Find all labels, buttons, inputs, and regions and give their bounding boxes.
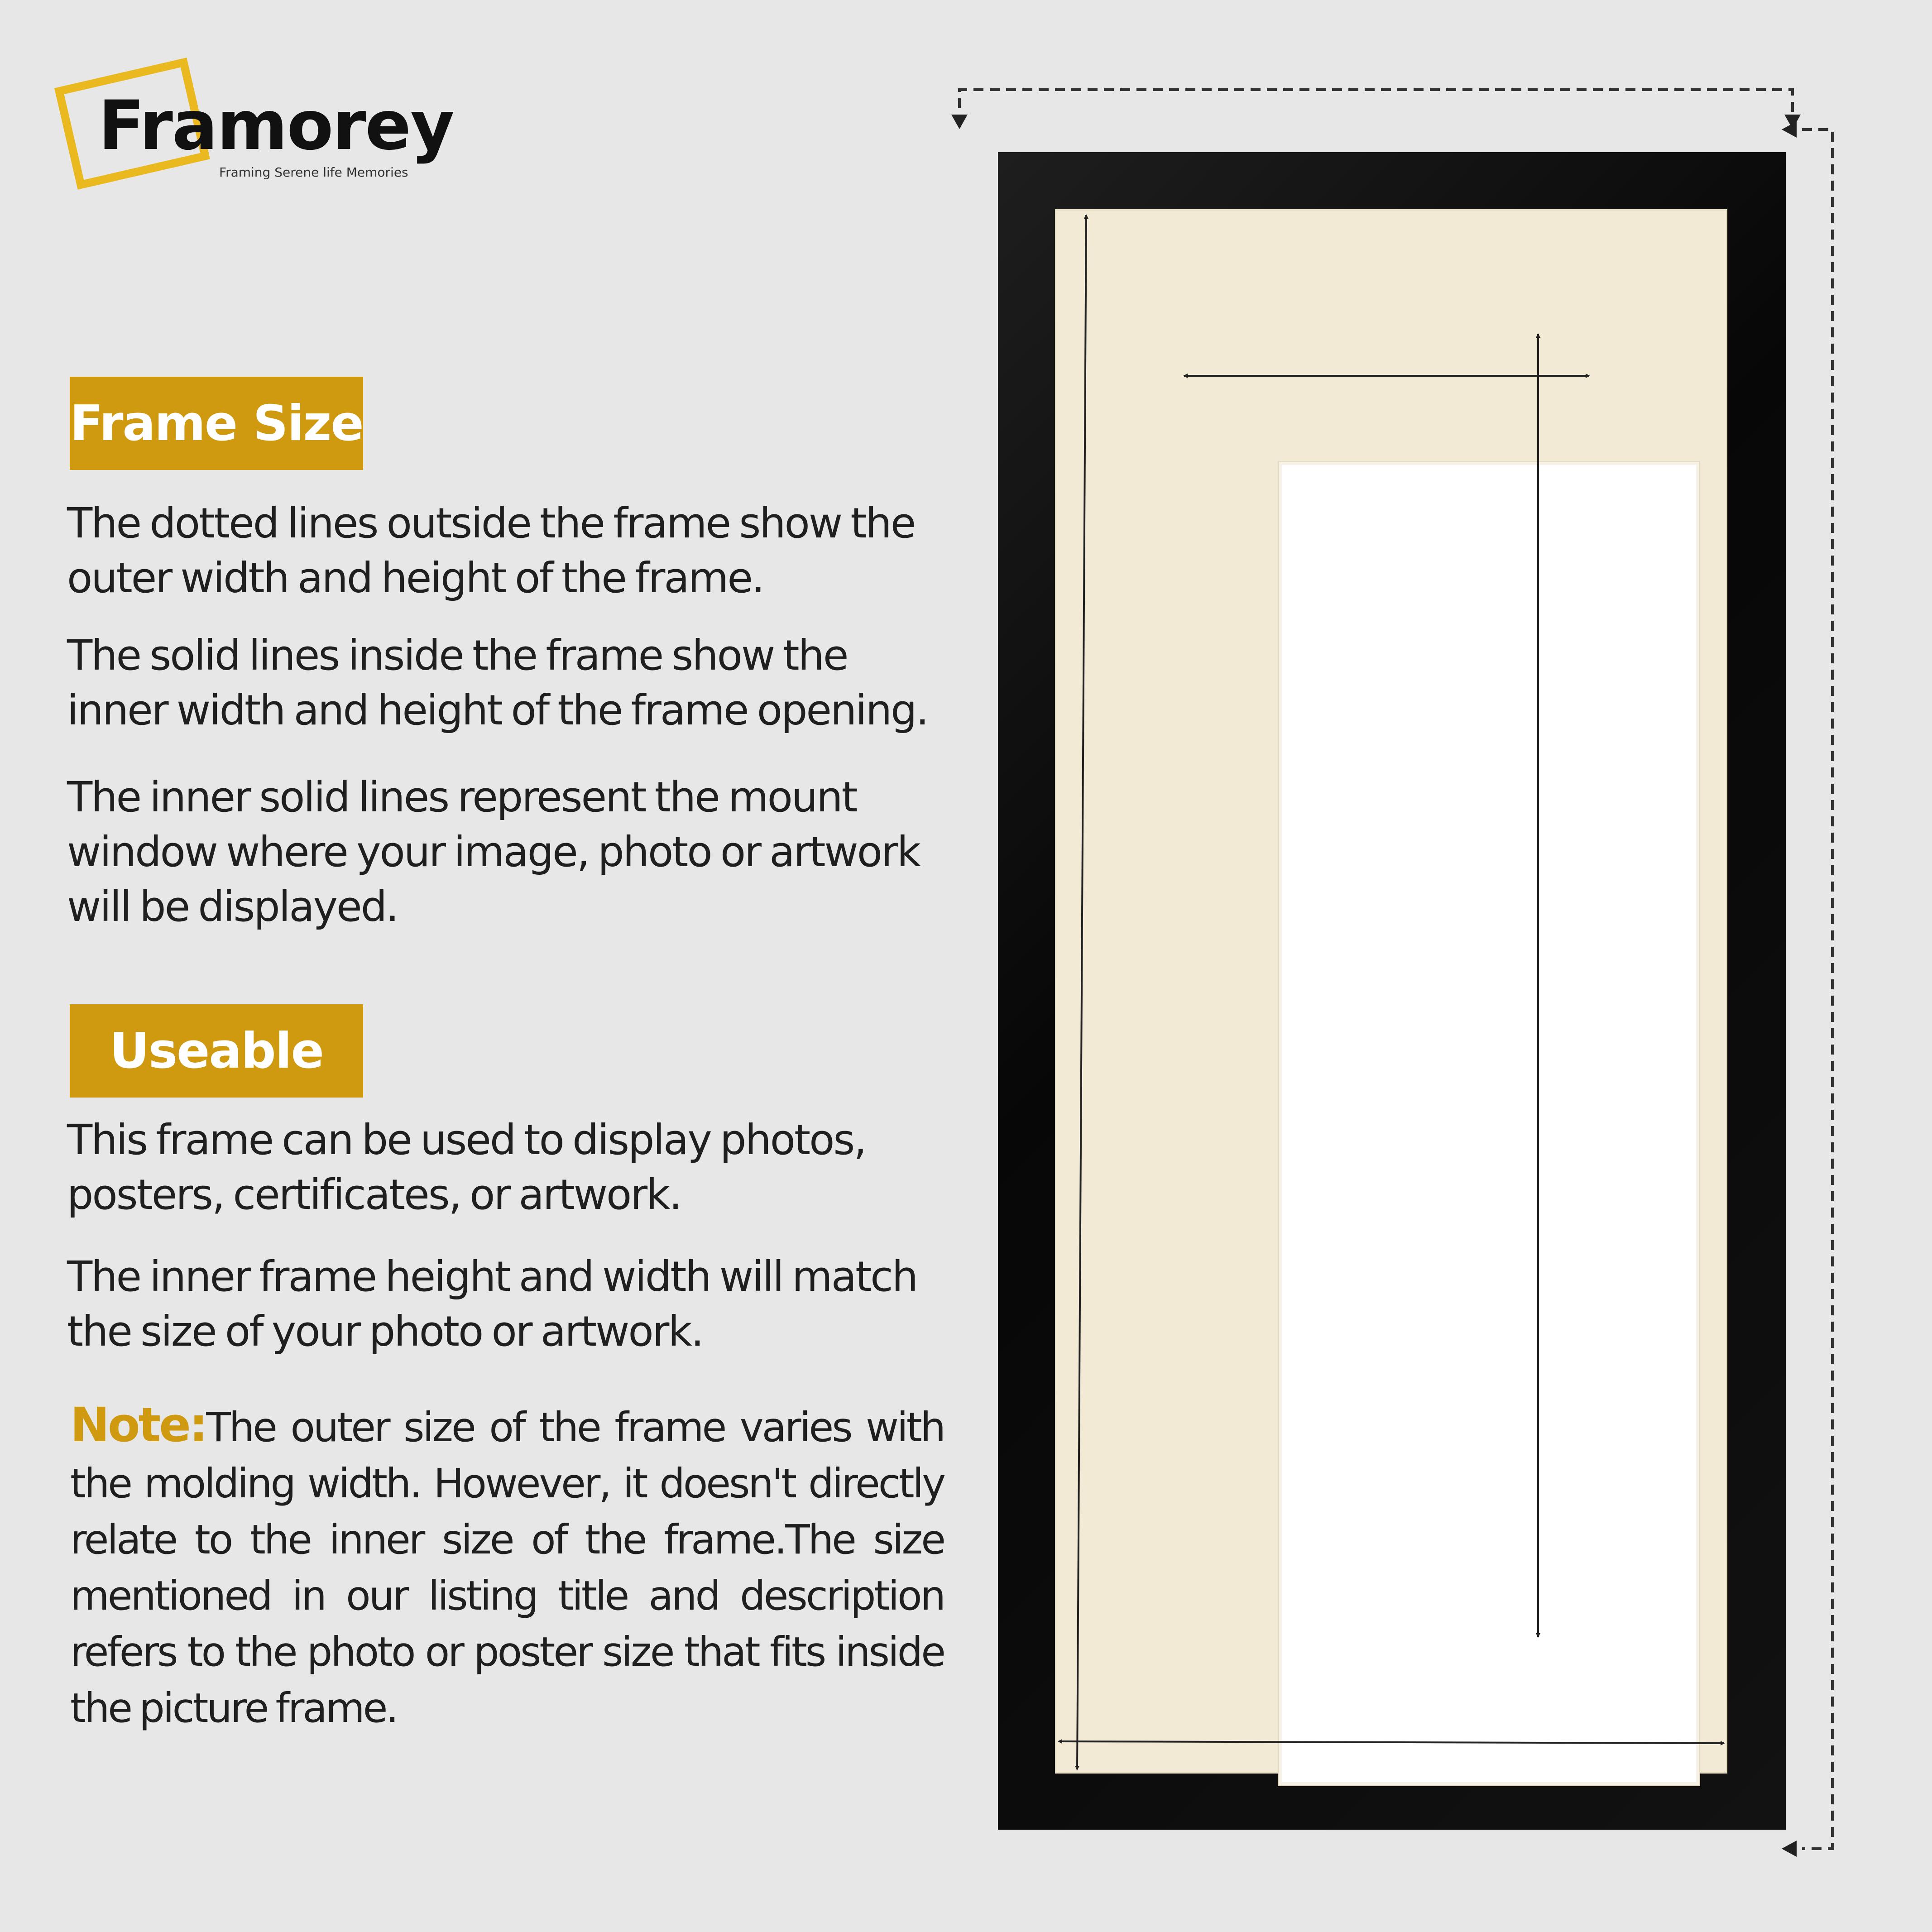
note-text: The outer size of the frame varies with the molding width. However, it doesn't directly relate to the inner size of the frame.The size mentioned in our listing title and description refers to the photo or poster size that fits inside the picture frame.	[70, 1404, 944, 1731]
note-label: Note:	[70, 1397, 206, 1453]
useable-paragraph-2: The inner frame height and width will match the size of your photo or artwork.	[67, 1252, 917, 1356]
logo-tagline: Framing Serene life Memories	[219, 165, 408, 180]
frame-size-paragraph-2: The solid lines inside the frame show the inner width and height of the frame opening.	[67, 631, 928, 734]
brand-logo	[55, 49, 463, 212]
outer-height-dotted-line	[1782, 121, 1832, 1857]
dimension-lines	[951, 72, 1897, 1874]
frame-size-paragraph-1: The dotted lines outside the frame show the outer width and height of the frame.	[67, 499, 915, 602]
outer-width-dotted-line	[951, 90, 1801, 129]
note-paragraph	[70, 1397, 944, 1736]
useable-paragraph-1: This frame can be used to display photos, posters, certificates, or artwork.	[67, 1116, 866, 1219]
frame-diagram	[951, 72, 1897, 1874]
frame-size-header: Frame Size	[70, 377, 363, 470]
logo-brand-name: Framorey	[98, 86, 454, 165]
useable-header: Useable	[70, 1004, 363, 1098]
inner-height-line	[1077, 215, 1086, 1769]
inner-width-line	[1059, 1741, 1724, 1743]
frame-size-paragraph-3: The inner solid lines represent the mount window where your image, photo or artwork will be displayed.	[67, 773, 920, 931]
